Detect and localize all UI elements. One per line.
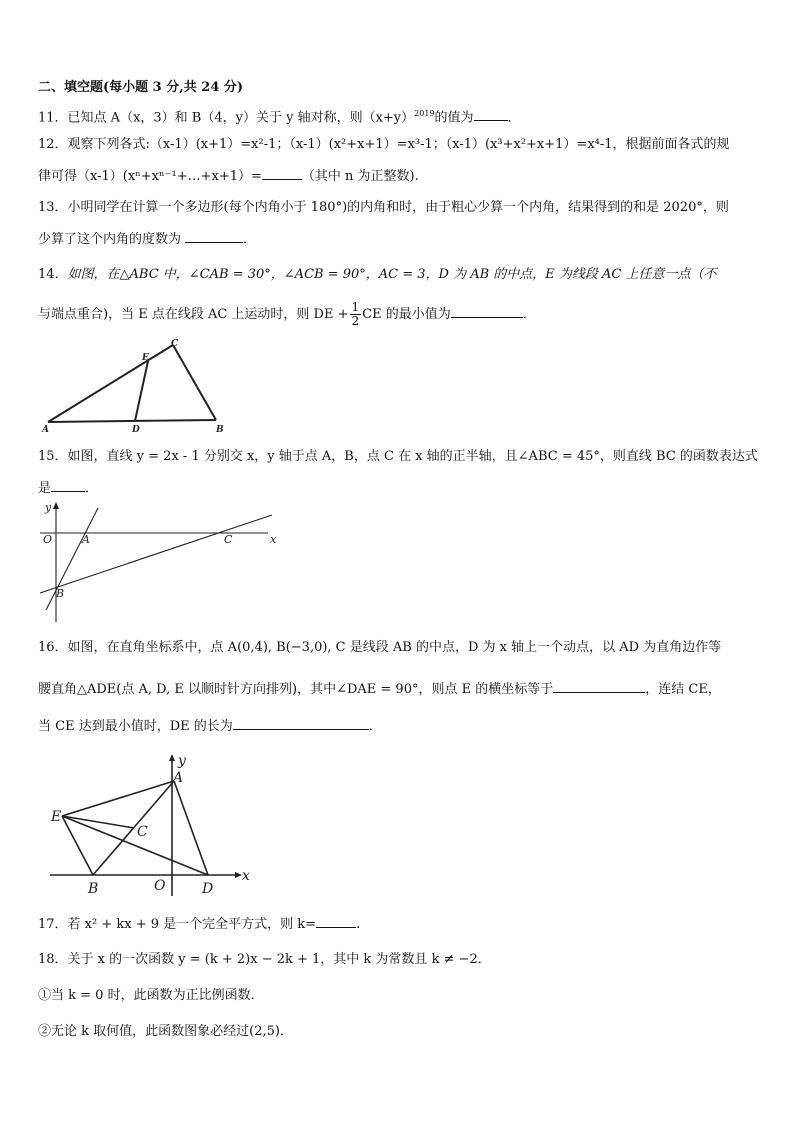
question-15-line-1 (38, 447, 758, 467)
question-text: 与端点重合)，当 E 点在线段 AC 上运动时，则 DE + (38, 307, 349, 322)
question-text: ．若 x² + kx + 9 是一个完全平方式，则 k= (54, 917, 317, 932)
question-text: ．如图，直线 y = 2x - 1 分别交 x，y 轴于点 A，B，点 C 在 x 轴的正半轴，且∠ABC = 45°，则直线 BC 的函数表达式 (54, 449, 758, 464)
origin-label: O (43, 533, 53, 546)
question-text: ．如图，在△ABC 中，∠CAB = 30°，∠ACB = 90°，AC = 3，D 为 AB 的中点，E 为线段 AC 上任意一点（不 (54, 267, 717, 282)
label-b: B (216, 425, 224, 435)
question-12-line-2 (38, 166, 419, 187)
question-18-item-2: ②无论 k 取何值，此函数图象必经过(2,5)． (38, 1024, 293, 1039)
question-16-line-1 (38, 638, 721, 658)
fraction-denominator: 2 (351, 314, 360, 328)
answer-blank (316, 914, 356, 928)
line-figure (36, 498, 286, 626)
question-14-line-1 (38, 265, 717, 285)
question-text: （其中 n 为正整数). (301, 169, 419, 184)
question-text: CE 的最小值为 (362, 307, 451, 322)
punctuation: ． (368, 719, 382, 734)
label-d: D (202, 881, 214, 897)
question-number: 13 (38, 200, 55, 215)
punctuation: ． (522, 307, 536, 322)
question-number: 11 (38, 110, 55, 126)
coordinate-figure (40, 748, 260, 898)
y-axis-label: y (178, 753, 186, 769)
question-13-line-2 (38, 229, 256, 250)
question-text: 当 CE 达到最小值时，DE 的长为 (38, 719, 233, 734)
answer-blank (474, 107, 508, 121)
answer-blank (262, 166, 302, 180)
answer-blank (185, 229, 243, 243)
question-text: ．已知点 A（x，3）和 B（4，y）关于 y 轴对称，则（x+y） (54, 110, 415, 126)
section-title: 二、填空题(每小题 3 分,共 24 分) (38, 80, 244, 95)
triangle-figure (40, 337, 230, 437)
exponent: 2019 (414, 109, 435, 118)
question-text: ．观察下列各式:（x-1）(x+1）=x²-1；（x-1）(x²+x+1）=x³-1；（x-1）(x³+x²+x+1）=x⁴-1，根据前面各式的规 (54, 137, 730, 152)
punctuation: ． (507, 110, 521, 126)
answer-blank (553, 679, 645, 693)
fraction (350, 301, 362, 328)
label-a: A (82, 533, 90, 546)
question-16-line-3 (38, 716, 382, 737)
question-text: ．小明同学在计算一个多边形(每个内角小于 180°)的内角和时，由于粗心少算一个内角，结果得到的和是 2020°，则 (54, 200, 729, 215)
question-16-line-2 (38, 679, 721, 700)
answer-blank (233, 716, 369, 730)
label-b: B (88, 881, 99, 897)
question-number: 18 (38, 952, 55, 967)
label-b: B (56, 587, 65, 600)
question-15-line-2 (38, 478, 98, 499)
origin-label: O (154, 878, 166, 894)
question-text: 少算了这个内角的度数为 (38, 232, 182, 247)
label-a: A (173, 770, 184, 786)
question-number: 14 (38, 267, 55, 282)
fraction-numerator: 1 (351, 300, 360, 314)
y-axis-label: y (45, 501, 52, 514)
punctuation: ． (243, 232, 257, 247)
question-number: 17 (38, 917, 55, 932)
answer-blank (51, 478, 85, 492)
question-18-line-1 (38, 950, 491, 970)
label-a: A (42, 425, 49, 435)
label-e: E (51, 809, 62, 825)
punctuation: ． (85, 481, 99, 496)
label-d: D (132, 425, 140, 435)
question-11 (38, 104, 521, 128)
question-text: ．如图，在直角坐标系中，点 A(0,4), B(−3,0), C 是线段 AB 的中点，D 为 x 轴上一个动点，以 AD 为直角边作等 (54, 640, 722, 655)
question-text: 是 (38, 481, 52, 496)
question-text: ．关于 x 的一次函数 y = (k + 2)x − 2k + 1，其中 k 为常数且 k ≠ −2． (54, 952, 491, 967)
label-c: C (171, 339, 179, 349)
question-17 (38, 914, 360, 935)
label-c: C (137, 824, 148, 840)
label-e: E (142, 353, 149, 363)
question-number: 15 (38, 449, 55, 464)
label-c: C (224, 533, 233, 546)
question-12-line-1 (38, 135, 730, 155)
question-text: 律可得（x-1）(xⁿ+xⁿ⁻¹+…+x+1）= (38, 169, 262, 184)
x-axis-label: x (242, 868, 250, 884)
question-text: 腰直角△ADE(点 A, D, E 以顺时针方向排列)，其中∠DAE = 90°，则点 E 的横坐标等于 (38, 682, 554, 697)
answer-blank (451, 304, 523, 318)
question-text: 的值为 (434, 110, 474, 126)
question-number: 16 (38, 640, 55, 655)
question-text: ，连结 CE， (645, 682, 721, 697)
question-18-item-1: ①当 k = 0 时，此函数为正比例函数． (38, 988, 264, 1003)
question-number: 12 (38, 137, 55, 152)
x-axis-label: x (270, 533, 277, 546)
question-13-line-1 (38, 198, 729, 218)
punctuation: . (356, 917, 361, 932)
question-14-line-2 (38, 300, 536, 330)
